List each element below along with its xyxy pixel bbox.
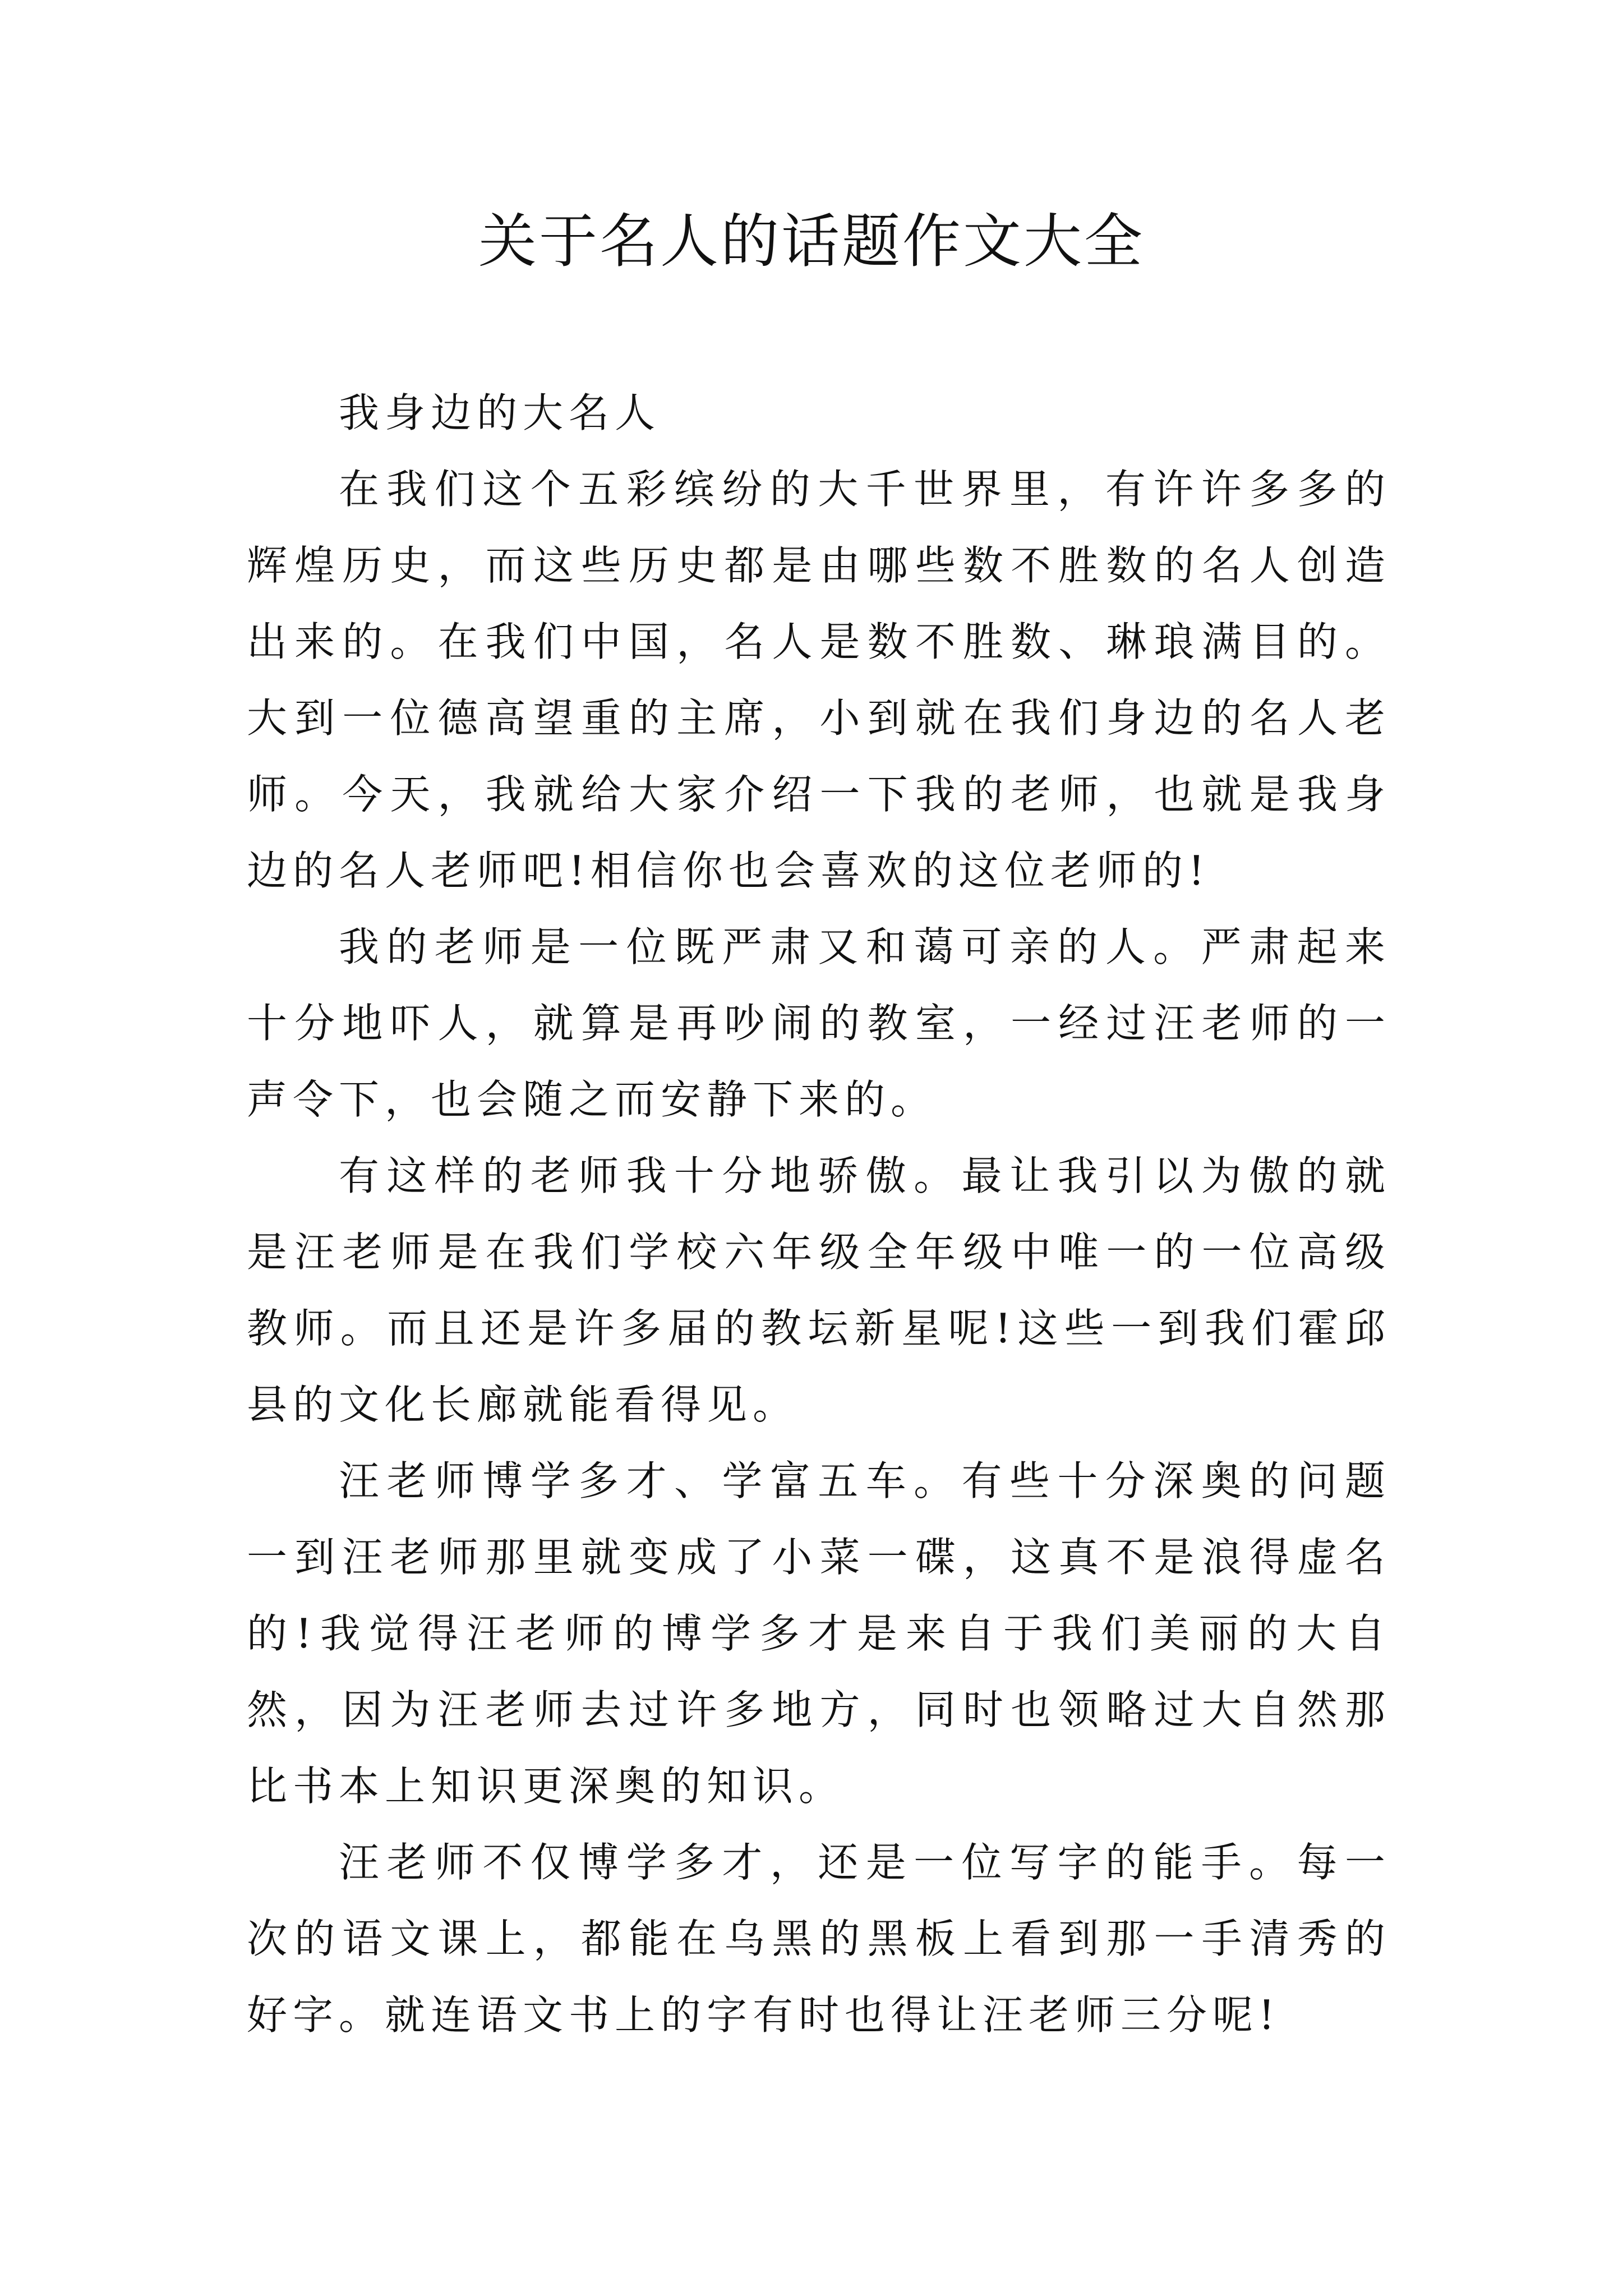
paragraph-subtitle: 我身边的大名人 [339,389,661,436]
paragraph: 我的老师是一位既严肃又和蔼可亲的人。严肃起来十分地吓人，就算是再吵闹的教室，一经过汪老师的一声令下，也会随之而安静下来的。 [247,923,1391,1123]
paragraph: 汪老师不仅博学多才，还是一位写字的能手。每一次的语文课上，都能在乌黑的黑板上看到那一手清秀的好字。就连语文书上的字有时也得让汪老师三分呢! [247,1839,1391,2039]
document-title: 关于名人的话题作文大全 [478,207,1145,275]
paragraph: 有这样的老师我十分地骄傲。最让我引以为傲的就是汪老师是在我们学校六年级全年级中唯一的一位高级教师。而且还是许多届的教坛新星呢!这些一到我们霍邱县的文化长廊就能看得见。 [247,1152,1391,1428]
document-body [247,375,1391,2053]
paragraph: 汪老师博学多才、学富五车。有些十分深奥的问题一到汪老师那里就变成了小菜一碟，这真不是浪得虚名的!我觉得汪老师的博学多才是来自于我们美丽的大自然，因为汪老师去过许多地方，同时也领略过大自然那比书本上知识更深奥的知识。 [247,1457,1391,1810]
paragraph: 在我们这个五彩缤纷的大千世界里，有许许多多的辉煌历史，而这些历史都是由哪些数不胜数的名人创造出来的。在我们中国，名人是数不胜数、琳琅满目的。大到一位德高望重的主席，小到就在我们身边的名人老师。今天，我就给大家介绍一下我的老师，也就是我身边的名人老师吧!相信你也会喜欢的这位老师的! [247,466,1391,894]
